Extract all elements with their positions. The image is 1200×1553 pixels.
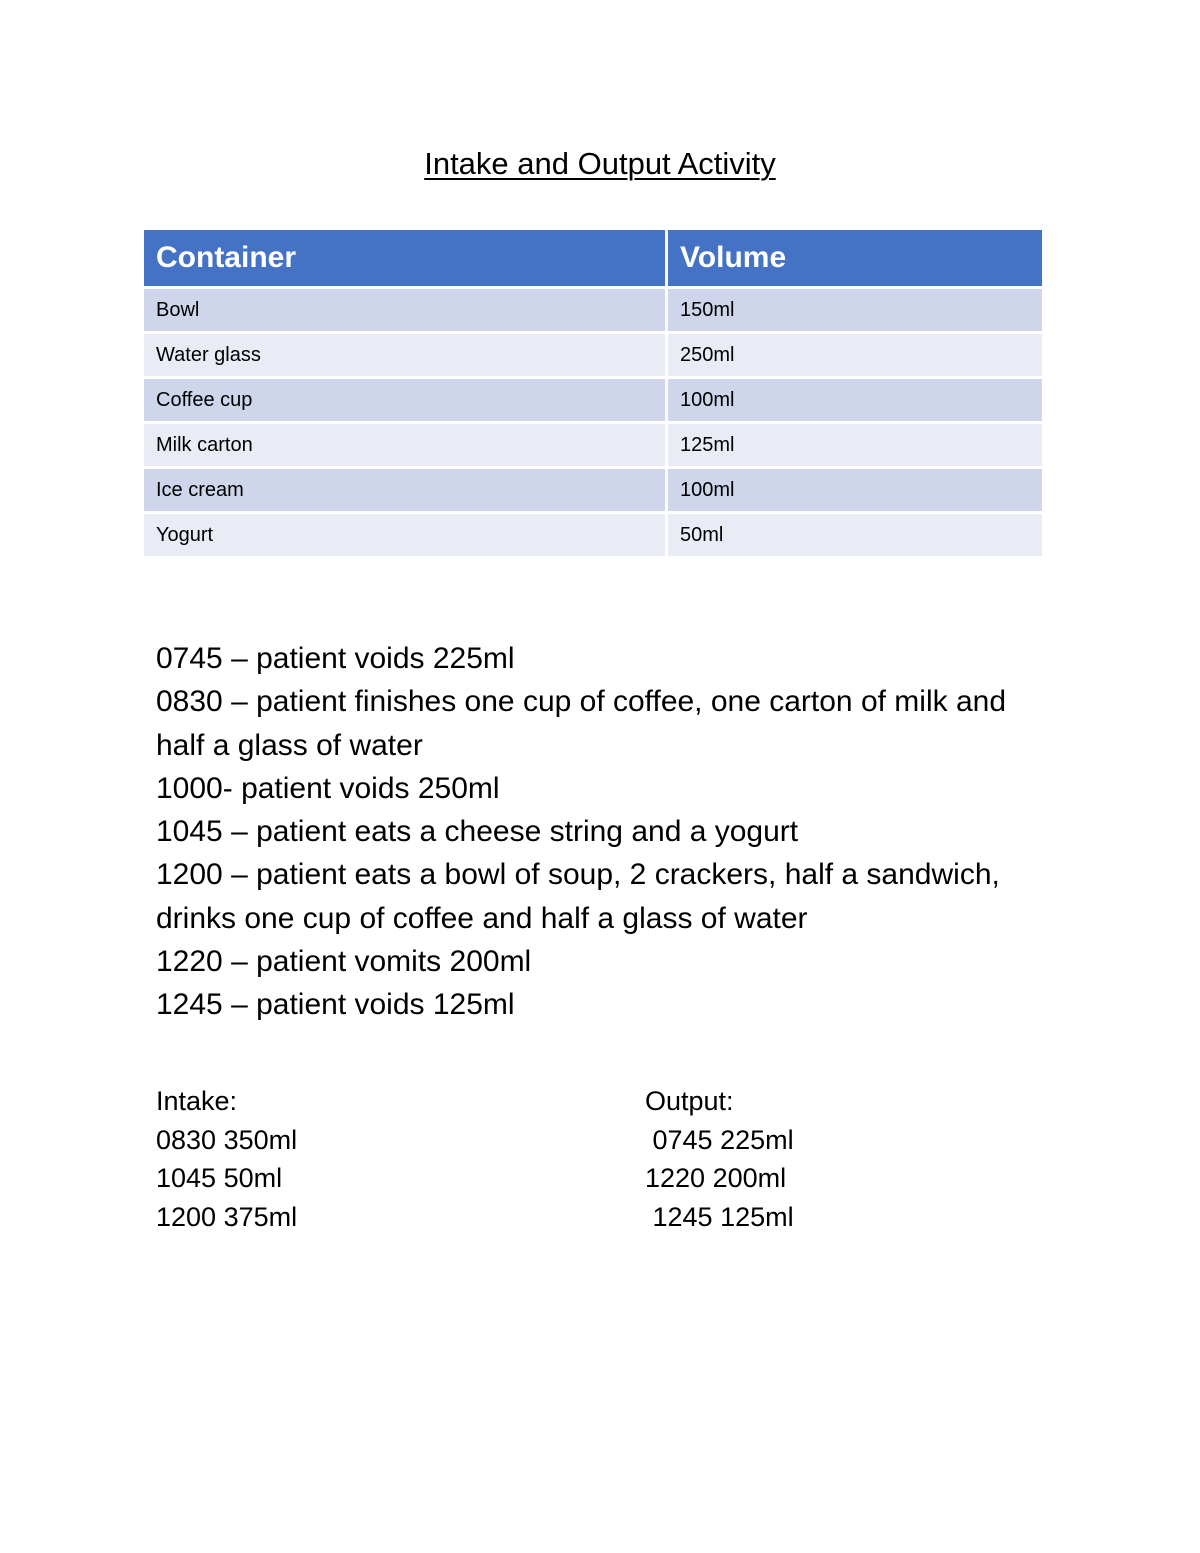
intake-summary bbox=[156, 1082, 297, 1236]
event-line: 1245 – patient voids 125ml bbox=[156, 988, 515, 1022]
header-container: Container bbox=[144, 230, 665, 286]
intake-label: Intake: bbox=[156, 1086, 238, 1116]
output-entry: 1245 125ml bbox=[645, 1201, 794, 1232]
output-label: Output: bbox=[645, 1086, 734, 1116]
intake-entry: 1200 375ml bbox=[156, 1201, 298, 1232]
table-row bbox=[144, 424, 1042, 466]
intake-entry: 1045 50ml bbox=[156, 1163, 283, 1193]
event-line: 1220 – patient vomits 200ml bbox=[156, 945, 532, 979]
container-cell: Water glass bbox=[144, 334, 665, 376]
intake-entry: 0830 350ml bbox=[156, 1124, 298, 1155]
volume-cell: 100ml bbox=[668, 379, 1042, 421]
table-row bbox=[144, 514, 1042, 556]
container-cell: Yogurt bbox=[144, 514, 665, 556]
table-row bbox=[144, 379, 1042, 421]
page-title: Intake and Output Activity bbox=[424, 146, 776, 181]
container-cell: Milk carton bbox=[144, 424, 665, 466]
table-row bbox=[144, 289, 1042, 331]
volume-cell: 250ml bbox=[668, 334, 1042, 376]
volume-cell: 100ml bbox=[668, 469, 1042, 511]
container-cell: Bowl bbox=[144, 289, 665, 331]
container-volume-table bbox=[141, 227, 1045, 559]
header-volume: Volume bbox=[668, 230, 1042, 286]
container-cell: Coffee cup bbox=[144, 379, 665, 421]
volume-cell: 125ml bbox=[668, 424, 1042, 466]
output-summary bbox=[645, 1082, 794, 1236]
output-entry: 0745 225ml bbox=[645, 1124, 794, 1155]
event-line: 1000- patient voids 250ml bbox=[156, 771, 500, 805]
table-header-row bbox=[144, 230, 1042, 286]
container-cell: Ice cream bbox=[144, 469, 665, 511]
output-entry: 1220 200ml bbox=[645, 1163, 787, 1193]
volume-cell: 50ml bbox=[668, 514, 1042, 556]
event-line: 0830 – patient finishes one cup of coffee, one carton of milk and half a glass of water bbox=[156, 685, 1007, 762]
event-line: 1045 – patient eats a cheese string and a yogurt bbox=[156, 815, 799, 849]
table-row bbox=[144, 469, 1042, 511]
table-row bbox=[144, 334, 1042, 376]
event-line: 1200 – patient eats a bowl of soup, 2 crackers, half a sandwich, drinks one cup of coffee and half a glass of water bbox=[156, 858, 1000, 935]
event-line: 0745 – patient voids 225ml bbox=[156, 642, 515, 675]
event-log bbox=[156, 637, 1046, 1027]
volume-cell: 150ml bbox=[668, 289, 1042, 331]
